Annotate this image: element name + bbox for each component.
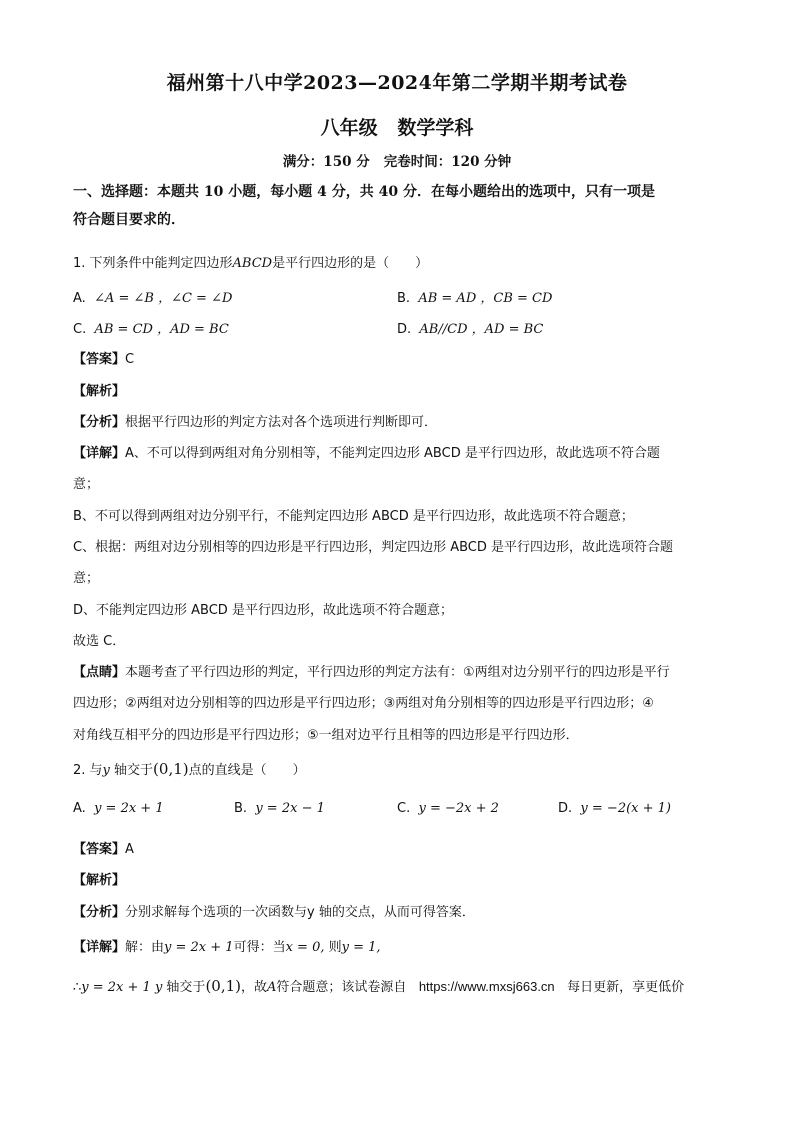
fenxi-text: 根据平行四边形的判定方法对各个选项进行判断即可． <box>125 415 438 430</box>
q1-detail-d: D、不能判定四边形 ABCD 是平行四边形，故此选项不符合题意； <box>73 603 453 618</box>
option-label: B. <box>397 291 411 306</box>
q1-dianjing-1 <box>73 661 733 680</box>
option-label: B. <box>234 801 248 816</box>
option-math: AB = CD ，AD = BC <box>94 322 229 337</box>
detail-text: ，故 <box>241 980 268 995</box>
q1-detail-b: B、不可以得到两组对边分别平行，不能判定四边形 ABCD 是平行四边形，故此选项不符合题意； <box>73 509 634 524</box>
exam-title: 福州第十八中学2023—2024年第二学期半期考试卷 <box>166 72 628 94</box>
q2-fenxi <box>73 901 733 920</box>
exam-meta: 满分：150 分 完卷时间：120 分钟 <box>282 154 512 170</box>
detail-math: x = 0, <box>285 940 325 955</box>
q1-answer <box>73 348 733 367</box>
q2-detail-line2 <box>73 976 733 995</box>
q1-detail-a2: 意； <box>73 477 100 492</box>
fenxi-tag: 【分析】 <box>73 415 126 430</box>
detail-text: 轴交于 <box>162 980 206 995</box>
q2-stem-prefix: 2. 与 <box>73 763 103 778</box>
option-label: D. <box>397 322 412 337</box>
detail-text: 符合题意；该试卷源自 <box>276 980 407 995</box>
answer-tag: 【答案】 <box>73 842 126 857</box>
fenxi-tag: 【分析】 <box>73 905 126 920</box>
q1-option-a <box>73 287 232 306</box>
q2-stem <box>73 759 733 778</box>
detail-point: (0,1) <box>205 977 241 995</box>
q2-option-b <box>234 801 325 816</box>
answer-tag: 【答案】 <box>73 352 126 367</box>
option-label: A. <box>73 291 86 306</box>
detail-tag: 【详解】 <box>73 446 126 461</box>
fenxi-text: 分别求解每个选项的一次函数与y 轴的交点，从而可得答案． <box>125 905 475 920</box>
option-math: y = −2(x + 1) <box>580 801 671 816</box>
q1-fenxi <box>73 411 733 430</box>
q1-detail-c1: C、根据：两组对边分别相等的四边形是平行四边形，判定四边形 ABCD 是平行四边形，故此选项符合题 <box>73 540 674 555</box>
detail-text: ∴ <box>73 980 82 995</box>
detail-text: 可得：当 <box>233 940 286 955</box>
option-math: y = −2x + 2 <box>418 801 499 816</box>
option-label: C. <box>397 801 411 816</box>
q2-option-d <box>558 801 671 816</box>
option-label: D. <box>558 801 573 816</box>
q1-option-d <box>397 318 543 337</box>
q1-detail-a1 <box>73 442 733 461</box>
detail-text: 则 <box>324 940 342 955</box>
option-label: A. <box>73 801 86 816</box>
detail-tag: 【详解】 <box>73 940 126 955</box>
q1-stem-prefix: 1. 下列条件中能判定四边形 <box>73 256 233 271</box>
dianjing-tag: 【点睛】 <box>73 665 126 680</box>
answer-value: A <box>125 842 134 857</box>
q1-option-b <box>397 287 552 306</box>
source-url-link[interactable]: https://www.mxsj663.cn <box>418 979 555 994</box>
option-math: AB = AD ，CB = CD <box>418 291 553 306</box>
option-math: AB//CD ，AD = BC <box>419 322 544 337</box>
analysis-tag: 【解析】 <box>73 384 126 399</box>
q1-option-c <box>73 318 229 337</box>
q2-stem-point: (0,1) <box>153 760 189 778</box>
exam-subtitle: 八年级 数学学科 <box>320 117 474 139</box>
q2-detail-line1 <box>73 936 733 955</box>
q1-dianjing-3: 对角线互相平分的四边形是平行四边形；⑤一组对边平行且相等的四边形是平行四边形． <box>73 728 579 743</box>
detail-math: y = 2x + 1 y <box>81 980 163 995</box>
detail-text: A、不可以得到两组对角分别相等，不能判定四边形 ABCD 是平行四边形，故此选项不符合题 <box>125 446 660 461</box>
detail-math: y = 1, <box>341 940 381 955</box>
q2-answer <box>73 838 733 857</box>
q2-option-a <box>73 801 164 816</box>
q2-stem-y: y <box>102 763 110 778</box>
q2-stem-suffix: 点的直线是（ ） <box>188 763 306 778</box>
detail-text: 每日更新，享更低价 <box>567 980 685 995</box>
q1-stem-math: ABCD <box>232 256 273 271</box>
section-heading-line1: 一、选择题：本题共 10 小题，每小题 4 分，共 40 分．在每小题给出的选项中，只有一项是 <box>73 184 655 200</box>
q1-stem <box>73 252 733 271</box>
option-math: y = 2x − 1 <box>255 801 325 816</box>
detail-math: A <box>267 980 277 995</box>
q1-detail-c2: 意； <box>73 571 100 586</box>
option-math: ∠A = ∠B ，∠C = ∠D <box>94 291 233 306</box>
q2-stem-mid: 轴交于 <box>109 763 154 778</box>
detail-text: 解：由 <box>125 940 165 955</box>
q1-analysis-tag <box>73 380 733 399</box>
q1-dianjing-2: 四边形；②两组对边分别相等的四边形是平行四边形；③两组对角分别相等的四边形是平行四边形；④ <box>73 696 654 711</box>
q2-option-c <box>397 801 499 816</box>
answer-value: C <box>125 352 135 367</box>
option-math: y = 2x + 1 <box>94 801 164 816</box>
dianjing-text: 本题考查了平行四边形的判定，平行四边形的判定方法有：①两组对边分别平行的四边形是平行 <box>125 665 670 680</box>
q1-stem-suffix: 是平行四边形的是（ ） <box>272 256 429 271</box>
section-heading <box>73 178 733 234</box>
q1-conclusion: 故选 C． <box>73 634 126 649</box>
analysis-tag: 【解析】 <box>73 873 126 888</box>
detail-math: y = 2x + 1 <box>164 940 234 955</box>
option-label: C. <box>73 322 87 337</box>
section-heading-line2: 符合题目要求的． <box>73 212 185 228</box>
q2-analysis-tag <box>73 869 733 888</box>
